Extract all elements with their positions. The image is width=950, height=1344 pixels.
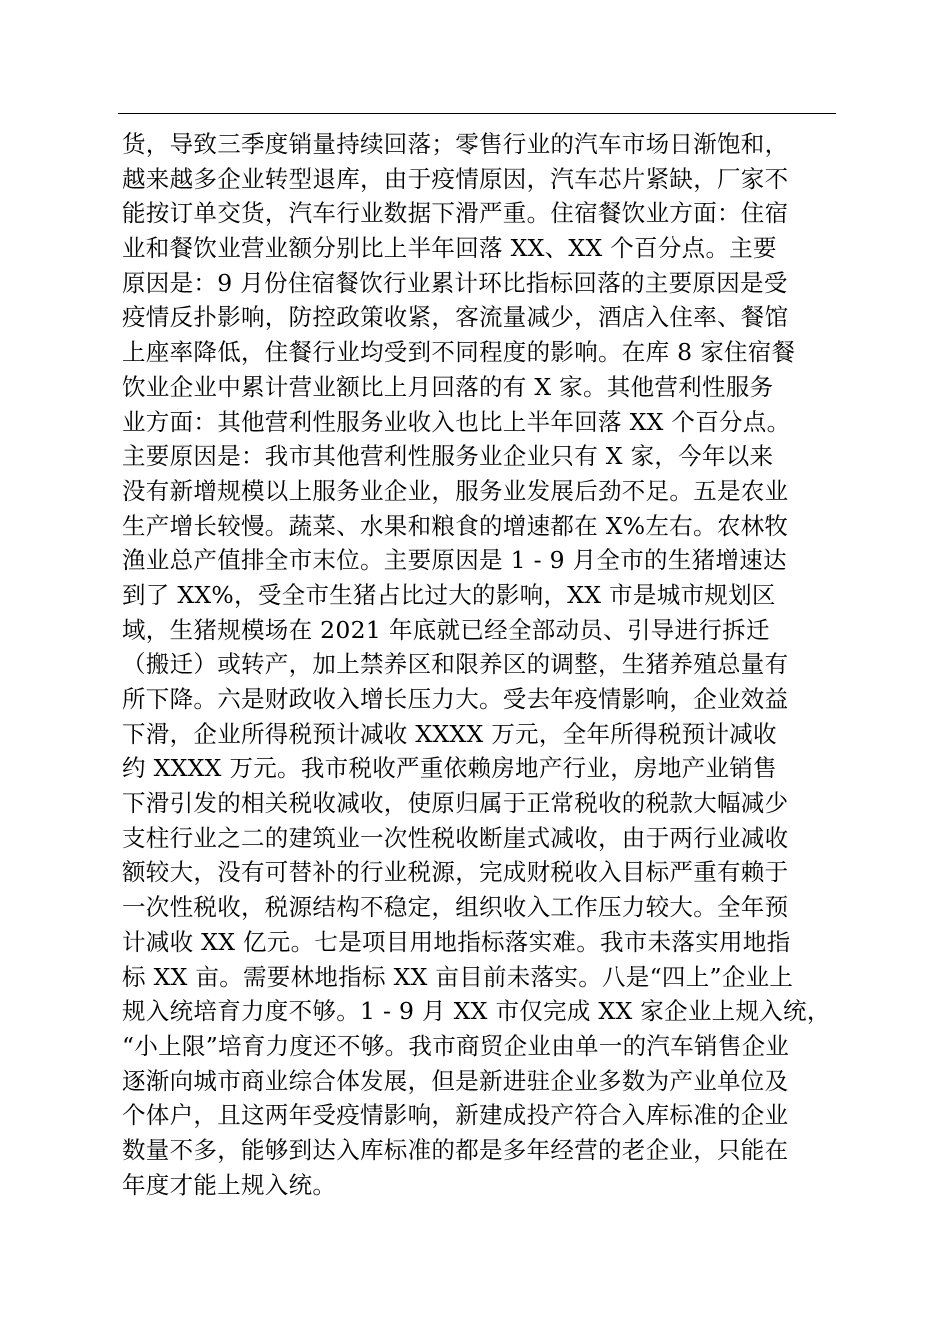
text-line: 主要原因是：我市其他营利性服务业企业只有 X 家，今年以来: [122, 442, 774, 471]
text-line: 一次性税收，税源结构不稳定，组织收入工作压力较大。全年预: [122, 893, 789, 922]
text-line: 没有新增规模以上服务业企业，服务业发展后劲不足。五是农业: [122, 476, 789, 505]
body-paragraph: [122, 127, 838, 1202]
header-rule: [118, 113, 836, 114]
text-line: 个体户，且这两年受疫情影响，新建成投产符合入库标准的企业: [122, 1101, 789, 1130]
text-line: 货，导致三季度销量持续回落；零售行业的汽车市场日渐饱和，: [122, 130, 789, 158]
text-line: 渔业总产值排全市末位。主要原因是 1 - 9 月全市的生猪增速达: [122, 546, 787, 575]
text-line: 业方面：其他营利性服务业收入也比上半年回落 XX 个百分点。: [122, 407, 791, 436]
text-line: 域，生猪规模场在 2021 年底就已经全部动员、引导进行拆迁: [122, 615, 770, 644]
text-line: 到了 XX%，受全市生猪占比过大的影响，XX 市是城市规划区: [122, 580, 776, 609]
text-line: 规入统培育力度不够。1 - 9 月 XX 市仅完成 XX 家企业上规入统，: [122, 997, 831, 1026]
text-line: 原因是：9 月份住宿餐饮行业累计环比指标回落的主要原因是受: [122, 268, 788, 297]
text-line: 数量不多，能够到达入库标准的都是多年经营的老企业，只能在: [122, 1135, 789, 1164]
text-line: “小上限”培育力度还不够。我市商贸企业由单一的汽车销售企业: [122, 1031, 790, 1060]
text-line: 额较大，没有可替补的行业税源，完成财税收入目标严重有赖于: [122, 858, 789, 887]
text-line: 疫情反扑影响，防控政策收紧，客流量减少，酒店入住率、餐馆: [122, 303, 789, 332]
text-line: 越来越多企业转型退库，由于疫情原因，汽车芯片紧缺，厂家不: [122, 164, 789, 193]
text-line: 下滑引发的相关税收减收，使原归属于正常税收的税款大幅减少: [122, 789, 789, 818]
text-line: 上座率降低，住餐行业均受到不同程度的影响。在库 8 家住宿餐: [122, 338, 796, 367]
text-line: 所下降。六是财政收入增长压力大。受去年疫情影响，企业效益: [122, 685, 789, 713]
text-line: 支柱行业之二的建筑业一次性税收断崖式减收，由于两行业减收: [122, 823, 789, 852]
text-line: 计减收 XX 亿元。七是项目用地指标落实难。我市未落实用地指: [122, 927, 791, 956]
text-line: 逐渐向城市商业综合体发展，但是新进驻企业多数为产业单位及: [122, 1066, 789, 1095]
text-line: 能按订单交货，汽车行业数据下滑严重。住宿餐饮业方面：住宿: [122, 199, 789, 228]
text-line: 业和餐饮业营业额分别比上半年回落 XX、XX 个百分点。主要: [122, 234, 777, 263]
text-line: 标 XX 亩。需要林地指标 XX 亩目前未落实。八是“四上”企业上: [122, 962, 794, 991]
text-line: 生产增长较慢。蔬菜、水果和粮食的增速都在 X%左右。农林牧: [122, 511, 789, 540]
text-line: 年度才能上规入统。: [122, 1170, 337, 1199]
text-line: （搬迁）或转产，加上禁养区和限养区的调整，生猪养殖总量有: [122, 650, 789, 679]
text-line: 饮业企业中累计营业额比上月回落的有 X 家。其他营利性服务: [122, 372, 774, 401]
text-line: 下滑，企业所得税预计减收 XXXX 万元，全年所得税预计减收: [122, 719, 777, 748]
text-line: 约 XXXX 万元。我市税收严重依赖房地产行业，房地产业销售: [122, 754, 777, 783]
